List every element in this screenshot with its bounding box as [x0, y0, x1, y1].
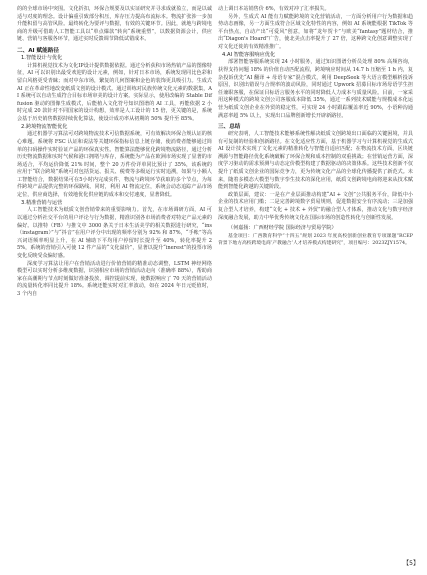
paragraph: 另外，生成式 AI 能有力赋能跨境的文化营销活动，一方面分析用户行为数据和趋势动态画像，另一方面生成符合区域文化特性的内容，例如 AI 系统能根据 TikTok 等平台热点，自动产出“可爱风”创意，如将“龙年贺卡”与欧美“fantasy”题材结合，推出“Diagon's Hoard”广告，使北美点击率提升了 27 倍，这种跨文化创意调整实现了对文化迁徙的有效精准推广。 — [218, 13, 413, 50]
subsection-heading: 1.智能设计与优化 — [21, 54, 63, 61]
section-heading: 三、总结 — [218, 124, 241, 131]
subsection-heading: 4.AI 智能客服响应优化 — [222, 51, 276, 58]
paragraph: 计算机视觉技术为文化IP设计提供数据依据。通过分析获积市场热销产品的图像特征，AI 可以识别出最受欢迎的设计元素，例如，针对日本市场，系统发现同比色彩和留白风格更受青睐；而对中东市场，繁复的几何图案和金色的装饰更具吸引力。生成式 AI 正在革命性地改变纸质文创的设计模式。通过训练对民族传统文化元素的数据集，AI 系统可以自动生成符合目标市场审美的设计方案。实际显示，使用改编的 Stable Diffusion 驱动的图像生成模式，后能植入文化符号知识图谱的 AI 工具，再能依据 2 小时完成 20 款针对不同国家的设计构想，效率是人工设计的 15 倍，更关键的是，系统会基于历史销售数据持续优化算法，使设计成功率从初期的 50% 提升至 85%。 — [17, 62, 212, 122]
subsection-heading: 2.跨境物流智能优化 — [21, 123, 68, 130]
paragraph: 政策层面，建议：一是在产业层面推动构建“AI + 文创”公共服务平台，降低中小企业的技术应用门槛；二是完善跨境数字贸易规则，促进数据安全有序流动；三是加强复合型人才培养，构建“文化 + 技术 + 外贸”的融合型人才体系，推动文化与数字经济深度融合发展，助力中华优秀传统文化在国际市场的创造性转化与创新性发展。 — [218, 191, 413, 221]
paragraph: 动上调日本站销售价 6%，有效对冲了汇率损失。 — [218, 6, 330, 12]
right-column — [218, 6, 413, 247]
page-number: 【5】 — [403, 560, 419, 567]
paragraph: 深度学习算法让用户在营销活动进行价值营销的精准动态调整，LSTM 神经网络模型可以实时分析多维度数据，识别相应市场的营销活动走向（准确率 88%），帮助商家在高潮期与节点时刻做好准备投放，调控提前实现，使数据响应了 70 天的营销活动的流量转化率同比提升 18%。系统还能实时对汇率波动，如在 2024 年日元贬值时，3 个内自 — [17, 260, 212, 297]
paragraph: 的的全球市场中突围。文化折扣，环保合规要及以实证研究并寻求成就盈立，而是以诚适与对度的理念。设计偏重引致部分积压，库存压力提高布流标本。物流扩张涉一步加升能积留与高管风险。最终转化为要评与数据，有效的关键环节。因此，就地与跨境电商的升级可借助人工智能工具以“单点爆款”转向“系统重塑”，以数据资源会计，供应链、营销与客服各环节，通过实时反馈调节降低试错成本。 — [17, 6, 212, 43]
paragraph: 部署智能客服系统实现 24 小时服务，通过知识图谱分析员处理 80% 高频咨询，获得支持问题 18% 的价值自动匹配流程，跨境响应时间从 14.7 h 压缩至 1 h 内，复杂投诉优先“AI 翻译 + 母语专家”混合模式，利用 DeepSeek 等大语言模型解析投诉原因，识别出错误与合规率的波动风险，同时通过 Upwork 招募目标市场母语学生担任兼职客服，在保证目标语言服务水平的同时降低人力成本与质量风险。目前，一家采用这种模式的跨境文创公司客服成本降低 35%，通过一系列技术赋能与规模成本化运营为纸质文创企业在外贸的稳定性，可实现 24 小时跟踪覆盖率近 90%，小语种沟通满意率超 5% 以上，实现出口品牌创新增长开辟新路径。 — [218, 59, 413, 119]
paragraph: 研究表明，人工智能技术能够系统性解决纸质文创跨境出口面临的关键困境，并具有可复制的经验和创新路径。在文化适应性方面，基于机器学习与计算机视觉的生成式 AI 设计技术实现了文化元素的精准转化与智能自适应匹配；在物流技术方面，区块链溯源与智能路径优化系统破解了环保合规和成本控制的双重挑战；在营销运营方面，深度学习驱动的需求预测与动态定价模型构建了数据驱动的决策体系。这些技术创新不仅提升了纸质文创企业的国际竞争力，更为传统文化产品的全球化传播提供了新范式。未来，随着多模态大模型与数字孪生技术的深化应用，纸质文创跨境电商将迎来从技术赋能到智能化跨越的关键阶段。 — [218, 131, 413, 191]
paragraph: 通过机器学习算法可对跨境物流技术可信数据系统，可有效解决环保合规认证的核心难题。系统将 FSC 认证和说法等关键环保指标信息上链存储，使消费者能够通过简单的扫码操作实时验证产品的环保真实性。智能算法能够优化跨境物流路径，通过分析历史物流数据和实时气候和港口拥堵与库存，系统能为产品在欧洲市场实现了显著的市场适合，平均运价降低 21% 时间，整个 20 万件份详单同比预计了 35%，该系统的应用于“联合跨境”系统可对包括货运、报关、税费等多级运行实时追溯，如果与小额人工智能结合，数据结果可在5小时内完成实件，物流与跨境环节获取的多个节点，为每件跨境产品提供完整的环保路线。同时，利用 AI 物流定位，系统会动态追踪产品市场定位，供应商选择，有效地优化供应链的成本和交付速度，显著降低。 — [17, 131, 212, 199]
subsection-heading: 3.精准营销与运营 — [21, 199, 63, 206]
paragraph: 人工智能技术为纸质文创营销带来的重要影响力。首先，在市场调研方面，AI 可以通过分析社交平台的用户评论与行为数据，精准识别各市场消费者对特定产品元素的偏好。以推特（FB）与推文中 3000 条关于日本生活美学的相关数据进行研究，“ins（instagram）”与“抖音”在用户评分中出现的频率分别为 92% 和 87%，“手帐”等高兴词语频率明显上升，在 AI 辅助下平均用户停留时长提升至 40%，转化率提升 25%，系统的营销引入可使 12 件产品的“文化溢价”，显著以提升“inerest”的投票市场变化反映受众偏好感。 — [17, 207, 212, 260]
funding-note: 基金项目：广西教育科学“十四五”规划 2023 年度高校创新创业教育专项课题“RCEP 背景下地方高校跨境电商‘产教融合’人才培养模式构建研究”，项目编号：2023ZJY1574。 — [218, 233, 413, 247]
section-heading: 二、AI 赋能路径 — [17, 47, 59, 54]
left-column — [17, 6, 212, 299]
author-affiliation: （何嘉扬：广西财经学院 国际经济与贸易学院） — [228, 225, 337, 232]
